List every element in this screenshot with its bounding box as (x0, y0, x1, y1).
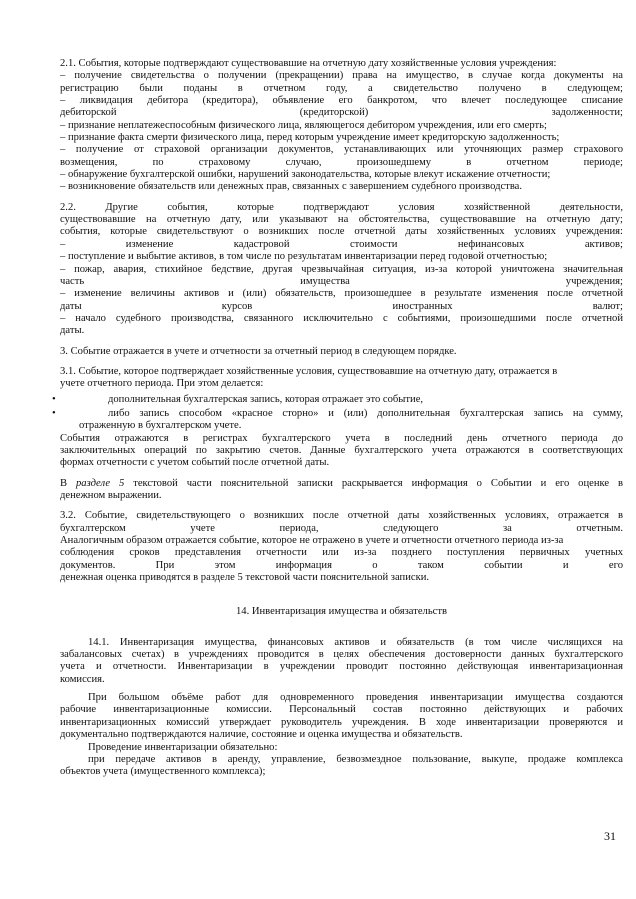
list-item: – признание факта смерти физического лица, перед которым учреждение имеет кредиторскую задолженность; (60, 132, 560, 144)
list-item: – поступление и выбытие активов, в том числе по результатам инвентаризации перед годовой отчетностью; (60, 251, 548, 263)
text-line: документов. При этом информация о таком событии и его (60, 559, 623, 571)
text-line: денежная оценка приводятся в разделе 5 текстовой части пояснительной записки. (60, 572, 430, 584)
bullet-item: • либо запись способом «красное сторно» и (или) дополнительная бухгалтерская запись на сумму, (52, 407, 623, 419)
list-item: – ликвидация дебитора (кредитора), объявление его банкротом, что влечет последующее списание (60, 95, 623, 107)
list-item: часть имущества учреждения; (60, 275, 623, 287)
text-line: 2.2. Другие события, которые подтверждают условия хозяйственной деятельности, (60, 201, 623, 213)
text-line: объектов учета (имущественного комплекса); (60, 766, 266, 778)
list-item: – получение свидетельства о получении (прекращении) права на имуществo, в случае когда документы на (60, 70, 623, 82)
bullet-item: • дополнительная бухгалтерская запись, которая отражает это событие, (52, 393, 424, 405)
text-line: соблюдения сроков представления отчетности или из-за позднего поступления первичных учетных (60, 547, 623, 559)
section-5-ref: разделе 5 (75, 477, 125, 489)
text-line: Аналогичным образом отражается событие, которое не отражено в учете и отчетности отчетного периода из-за (60, 535, 564, 547)
text-line: При большом объёме работ для одновременного проведения инвентаризации имущества создаются (88, 692, 623, 704)
section-14-heading: 14. Инвентаризация имущества и обязательств (235, 606, 448, 618)
document-page (52, 58, 624, 779)
bullet-list (52, 393, 623, 433)
text-line: События отражаются в регистрах бухгалтерского учета в последний день отчетного периода до (60, 432, 623, 444)
text-line: рабочие инвентаризационные комиссии. Персональный состав постоянно действующих и рабочих (60, 704, 623, 716)
paragraph-14-1 (60, 637, 623, 686)
paragraph-events (60, 433, 623, 470)
bullet-item-continuation: отраженную в бухгалтерском учете. (79, 420, 242, 432)
paragraph-3-2 (60, 510, 623, 584)
text-line: заключительных операций по закрытию счетов. Данные бухгалтерского учета отражаются в соответствующих (60, 444, 623, 456)
text-line: документально подтверждаются наличие, состояние и оценка имущества и обязательств. (60, 729, 463, 741)
list-item: – признание неплатежеспособным физического лица, являющегося дебитором учреждения, или его смерть; (60, 119, 547, 131)
list-item: возмещения, по страховому случаю, произошедшему в отчетном периоде; (60, 156, 623, 168)
text-line: события, которые свидетельствуют о возникших после отчетной даты хозяйственных условиях учреждения: (60, 226, 623, 238)
list-item: – пожар, авария, стихийное бедствие, другая чрезвычайная ситуация, из-за которой уничтожена значительная (60, 263, 623, 275)
list-item: – начало судебного производства, связанного исключительно с событиями, произошедшими после отчетной (60, 312, 623, 324)
bullet-icon: • (52, 407, 56, 419)
text-line: комиссия. (60, 673, 105, 685)
text-line: учете отчетного периода. При этом делается: (60, 378, 264, 390)
text-line: 3.2. Событие, свидетельствующего о возникших после отчетной даты хозяйственных условиях, отражается в (60, 510, 623, 522)
text-line: 3.1. Событие, которое подтверждает хозяйственные условия, существовавшие на отчетную дату, отражается в (60, 365, 558, 377)
text-line: Проведение инвентаризации обязательно: (88, 741, 278, 753)
list-item: регистрацию были поданы в отчетном году, а свидетельство получено в следующем; (60, 82, 623, 94)
text-line: учета и отчетности. Инвентаризации в учреждении проводит постоянно действующая инвентаризационная (60, 661, 623, 673)
section-2-1 (60, 58, 623, 194)
list-item: – возникновение обязательств или денежных прав, связанных с завершением судебного производства. (60, 181, 523, 193)
text-line: бухгалтерском учете периода, следующего за отчетным. (60, 522, 623, 534)
list-item: даты. (60, 325, 85, 337)
text-line: при передаче активов в аренду, управление, безвозмездное пользование, выкупе, продаже комплекса (88, 753, 623, 765)
text-line: денежном выражении. (60, 490, 162, 501)
list-item: – получение от страховой организации документов, устанавливающих или уточняющих размер страхового (60, 144, 623, 156)
section-2-2 (60, 202, 623, 338)
list-item: дебиторской (кредиторской) задолженности; (60, 107, 623, 119)
text-line: забалансовых счетах) в учреждениях проводится в целях обеспечения достоверности данных бухгалтерского (60, 649, 623, 661)
paragraph-14-2 (60, 692, 623, 741)
paragraph-14-4 (60, 754, 623, 779)
paragraph-3-1 (60, 366, 623, 391)
page-number: 31 (604, 829, 616, 843)
paragraph-section-5 (60, 478, 623, 503)
list-item: – изменение кадастровой стоимости нефинансовых активов; (60, 238, 623, 250)
text-line: инвентаризационных комиссий утверждает руководитель учреждения. В ходе инвентаризации проверяются и (60, 716, 623, 728)
list-item: – изменение величины активов и (или) обязательств, произошедшее в результате изменения после отчетной (60, 288, 623, 300)
paragraph-3-intro: 3. Событие отражается в учете и отчетности за отчетный период в следующем порядке. (60, 345, 457, 357)
bullet-icon: • (52, 393, 56, 405)
text-line: существовавшие на отчетную дату, или указывают на обстоятельства, существовавшие на отчетную дату; (60, 214, 623, 226)
list-item: – обнаружение бухгалтерской ошибки, нарушений законодательства, которые влекут искажение отчетности; (60, 169, 551, 181)
paragraph-2-1-intro: 2.1. События, которые подтверждают существовавшие на отчетную дату хозяйственные условия учреждения: (60, 58, 557, 69)
list-item: даты курсов иностранных валют; (60, 300, 623, 312)
text-line: 14.1. Инвентаризация имущества, финансовых активов и обязательств (в том числе числящихся на (88, 636, 623, 648)
text-line: В разделе 5 текстовой части пояснительной записки раскрывается информация о Событии и его оценке в (60, 477, 624, 489)
text-line: формах отчетности с учетом событий после отчетной даты. (60, 457, 330, 469)
